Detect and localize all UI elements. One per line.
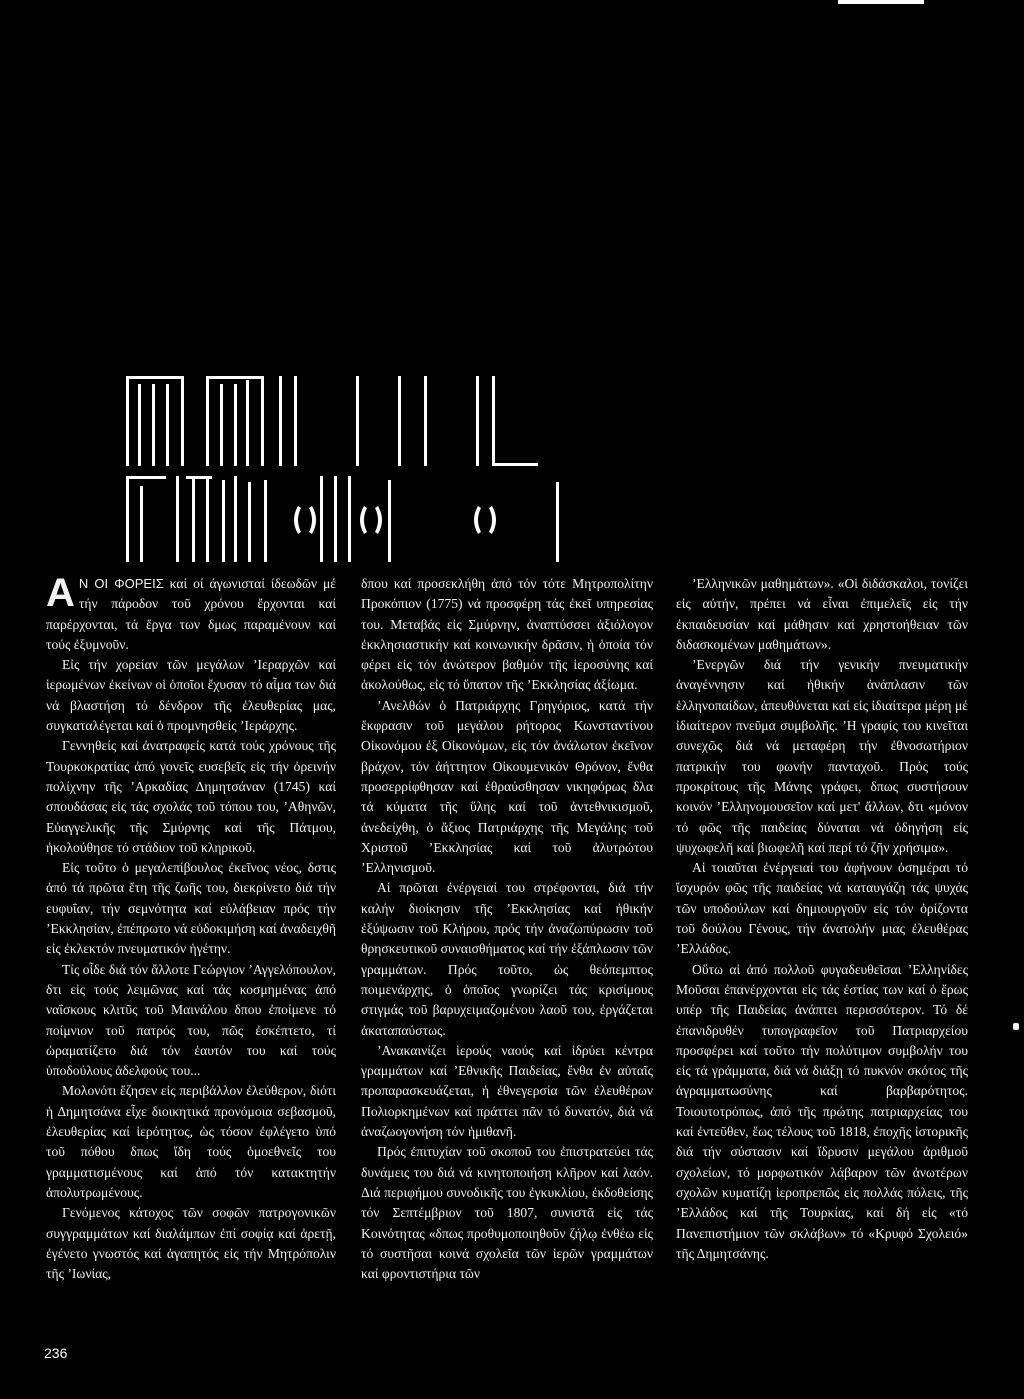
article-paragraph: Τίς οἶδε διά τόν ἄλλοτε Γεώργιον ʼΑγγελόπουλον, δτι εἰς τούς λειμῶνας καί τάς κοσμημένας ἀπό ναΐσκους κλιτῦς τοῦ Μαινάλου δπου ἐποίμενε τό ποίμνιον τοῦ πατρός του, πῶς ἐσκέπτετο, τί ὠραματίζετο διά τόν ἑαυτόν του καί τούς ὑποδούλους ἀδελφούς του... (46, 961, 336, 1079)
article-paragraph: Γεννηθείς καί ἀνατραφείς κατά τούς χρόνους τῆς Τουρκοκρατίας ἀπό γονεῖς ευσεβεῖς εἰς τήν ὀρεινήν πολίχνην τῆς ʼΑρκαδίας Δημητσάναν (1745) καί σπουδάσας εἰς τάς σχολάς τοῦ τόπου του, ʼΑθηνῶν, Εὐαγγελικῆς τῆς Σμύρνης καί τῆς Πάτμου, ἠκολούθησε τό στάδιον τοῦ κληρικοῦ. (46, 738, 336, 855)
decorative-title-graphic (126, 376, 586, 562)
article-paragraph: Εἰς τοῦτο ὁ μεγαλεπίβουλος ἐκεῖνος νέος, δστις ἀπό τά πρῶτα ἔτη τῆς ζωῆς του, διεκρίνετο διά τήν ευφυΐαν, τήν σεμνότητα καί εὐλάβειαν πρός τήν ʼΕκκλησίαν, ἐπέπρωτο νά εὐδοκιμήση καί ἀναδειχθῆ εἰς ἐκλεκτόν πνευματικόν ἡγέτην. (46, 860, 336, 957)
page-number: 236 (44, 1345, 68, 1361)
article-paragraph: δπου καί προσεκλήθη ἀπό τόν τότε Μητροπολίτην Προκόπιον (1775) νά προσφέρη τάς ἐκεῖ υπηρεσίας του. Μεταβάς εἰς Σμύρνην, ἀναπτύσσει ἀξιόλογον ἐκκλησιαστικήν καί κοινωνικήν δρᾶσιν, ἡ ὁποία τόν φέρει εἰς τόν ἀνώτερον βαθμόν τῆς ἱεροσύνης καί ἀκολούθως, εἰς τό ὕπατον τῆς ʼΕκκλησίας ἀξίωμα. (361, 576, 653, 693)
article-column-2 (361, 574, 653, 1284)
article-paragraph (46, 571, 336, 655)
article-paragraph: Πρός ἐπιτυχίαν τοῦ σκοποῦ του ἐπιστρατεύει τάς δυνάμεις του διά νά κινητοποιήση κλῆρον καί λαόν. Διά περιφήμου συνοδικῆς του ἐγκυκλίου, ἐκδοθείσης τόν Σεπτέμβριον τοῦ 1807, συνιστᾶ εἰς τάς Κοινότητας «δπως προθυμοποιηθοῦν ζήλῳ ἐνθέω εἰς τό συστῆσαι κοινά σχολεῖα τῶν ἱερῶν γραμμάτων καί φροντιστήρια τῶν (361, 1144, 653, 1282)
article-paragraph: ʼΑνελθών ὁ Πατριάρχης Γρηγόριος, κατά τήν ἔκφρασιν τοῦ μεγάλου ρήτορος Κωνσταντίνου Οἰκονόμου ἐξ Οἰκονόμων, εἰς τόν ἀνάλωτον ἐκεῖνον βράχον, τόν ἀήττητον Οἰκουμενικόν Θρόνον, ἔνθα προσερρίφθησαν καί ἐθραύσθησαν νικηφόρως δλα τά κύματα τῆς ὕλης καί τοῦ ἀντεθνικισμοῦ, ἀνεδείχθη, ὁ ἄξιος Πατριάρχης τῆς Μεγάλης τοῦ Χριστοῦ ʼΕκκλησίας καί τοῦ ἀλυτρώτου ʼΕλληνισμοῦ. (361, 697, 653, 876)
article-paragraph: ʼΕλληνικῶν μαθημάτων». «Οἱ διδάσκαλοι, τονίζει εἰς αὐτήν, πρέπει νά εἶναι ἐπιμελεῖς εἰς τήν ἐκπαιδευσίαν καί μάθησιν καί χρηστοήθειαν τῶν διδασκομένων μαθημάτων». (676, 576, 968, 652)
article-paragraph: Οὕτω αἱ ἀπό πολλοῦ φυγαδευθεῖσαι ʼΕλληνίδες Μοῦσαι ἐπανέρχονται εἰς τάς ἑστίας των καί ὁ ἔρως υπέρ τῆς Παιδείας ἀνάπτει περισσότερον. Τό δέ ἐπανιδρυθέν τυπογραφεῖον τοῦ Πατριαρχείου προσφέρει καί τοῦτο τήν πολύτιμον συμβολήν του εἰς τά γράμματα, διά νά διάξῃ τό πυκνόν σκότος τῆς ἀγραμματωσύνης καί βαρβαρότητος. Τοιουτοτρόπως, ἀπό τῆς πρώτης πατριαρχείας του καί ἐντεῦθεν, ἕως τέλους τοῦ 1818, ἐποχῆς ἱστορικῆς διά τήν σύστασιν καί ἵδρυσιν μεγάλου ἀριθμοῦ σχολείων, τό μορφωτικόν λάβαρον τῶν ἀνωτέρων σχολῶν κυματίζη ἱεροπρεπῶς εἰς πολλάς πόλεις, τῆς ʼΕλλάδος καί τῆς Τουρκίας, καί δή εἰς «τό Πανεπιστήμιον τῶν σκλάβων» τό «Κρυφό Σχολειό» τῆς Δημητσάνης. (676, 961, 968, 1261)
article-column-1 (46, 571, 336, 1284)
drop-cap: Α (46, 571, 75, 615)
article-paragraph: ʼΕνεργῶν διά τήν γενικήν πνευματικήν ἀναγέννησιν καί ἠθικήν ἀνάπλασιν τῶν ἑλληνοπαίδων, ἀπευθύνεται καί εἰς ἰδιαίτερα μέρη μέ ἰδιαίτερον πνεῦμα συμβολῆς. ʼΗ γραφίς του κινεῖται συνεχῶς διά νά μεταφέρη τήν ἐθνοσωτήριον πατρικήν του φωνήν πανταχοῦ. Πρός τούς προκρίτους τῆς Μάνης γράφει, δπως συστήσουν κοινόν ʼΕλληνομουσεῖον καί μετ' ἄλλων, δτι «μόνον τό φῶς τῆς παιδείας δύναται νά ὁδηγήση εἰς ψυχωφελῆ καί βιωφελῆ καί περί τό ζῆν χρήσιμα». (676, 657, 968, 855)
article-paragraph: ʼΑνακαινίζει ἱερούς ναούς καί ἱδρύει κέντρα γραμμάτων καί ʼΕθνικῆς Παιδείας, ἔνθα ἐν αὐταῖς προπαρασκευάζεται, ἡ ἐθνεγερσία τῶν ἐλευθέρων Πολιορκημένων καί πράττει πᾶν τό δυνατόν, διά νά ἀναζωογονήση τόν ἡμιθανῆ. (361, 1042, 653, 1140)
paragraph-text: καί οί άγωνισταί ίδεωδῶν μέ τήν πάροδον τοῦ χρόνου ἔρχονται καί παρέρχονται, τά ἔργα των δμως παραμένουν καί τούς ἐξυμνοῦν. (46, 576, 336, 652)
lead-caps: Ν ΟΙ ΦΟΡΕΙΣ (78, 576, 164, 591)
article-column-3 (676, 574, 968, 1264)
article-paragraph: Γενόμενος κάτοχος τῶν σοφῶν πατρογονικῶν συγγραμμάτων καί διαλάμπων ἐπί σοφίᾳ καί ἀρετῇ, ἐγένετο γνωστός καί ἀγαπητός εἰς τήν Μητρόπολιν τῆς ʼΙωνίας, (46, 1205, 336, 1282)
article-paragraph: Αἱ πρῶται ἐνέργειαί του στρέφονται, διά τήν καλήν διοίκησιν τῆς ʼΕκκλησίας καί ἠθικήν ἐξύψωσιν τοῦ Κλήρου, πρός τήν ἀναζωπύρωσιν τοῦ θρησκευτικοῦ συναισθήματος καί τήν ἐξάπλωσιν τῶν γραμμάτων. Πρός τοῦτο, ὡς θεόπεμπτος ποιμενάρχης, ὁ ὁποῖος γνωρίζει τάς κρισίμους στιγμάς τοῦ βαρυχειμαζομένου λαοῦ του, ἐργάζεται ἀκαταπαύστως. (361, 880, 653, 1038)
article-paragraph: Μολονότι ἔζησεν εἰς περιβάλλον ἐλεύθερον, διότι ἡ Δημητσάνα εἶχε διοικητικά προνόμοια σεβασμοῦ, ἐλευθερίας καί ἱερότητος, ὡς τόσον ἐφλέγετο ὑπό τοῦ πόθου δπως ἴδη τούς ὁμοεθνεῖς του γραμματισμένους καί ἀπό τόν κατακτητήν ἀπολυτρωμένους. (46, 1083, 336, 1200)
article-paragraph: Αἱ τοιαῦται ἐνέργειαί του ἀφήνουν ὀσημέραι τό ἴσχυρόν φῶς τῆς παιδείας νά καταυγάζη τάς ψυχάς τῶν υποδούλων καί δημιουργοῦν εἰς τόν ὀρίζοντα τοῦ δούλου Γένους, τήν ἀνατολήν μιας ἐλευθέρας ʼΕλλάδος. (676, 860, 968, 957)
article-paragraph: Εἰς τήν χορείαν τῶν μεγάλων ʼΙεραρχῶν καί ἱερωμένων ἐκείνων οἱ ὁποῖοι ἔχυσαν τό αἷμα των διά νά βλαστήση τό δένδρον τῆς ἐλευθερίας μας, συγκαταλέγεται καί ὁ προμνησθείς ʼΙεράρχης. (46, 657, 336, 734)
top-edge-rule (838, 0, 924, 4)
print-speck (1013, 1023, 1019, 1030)
